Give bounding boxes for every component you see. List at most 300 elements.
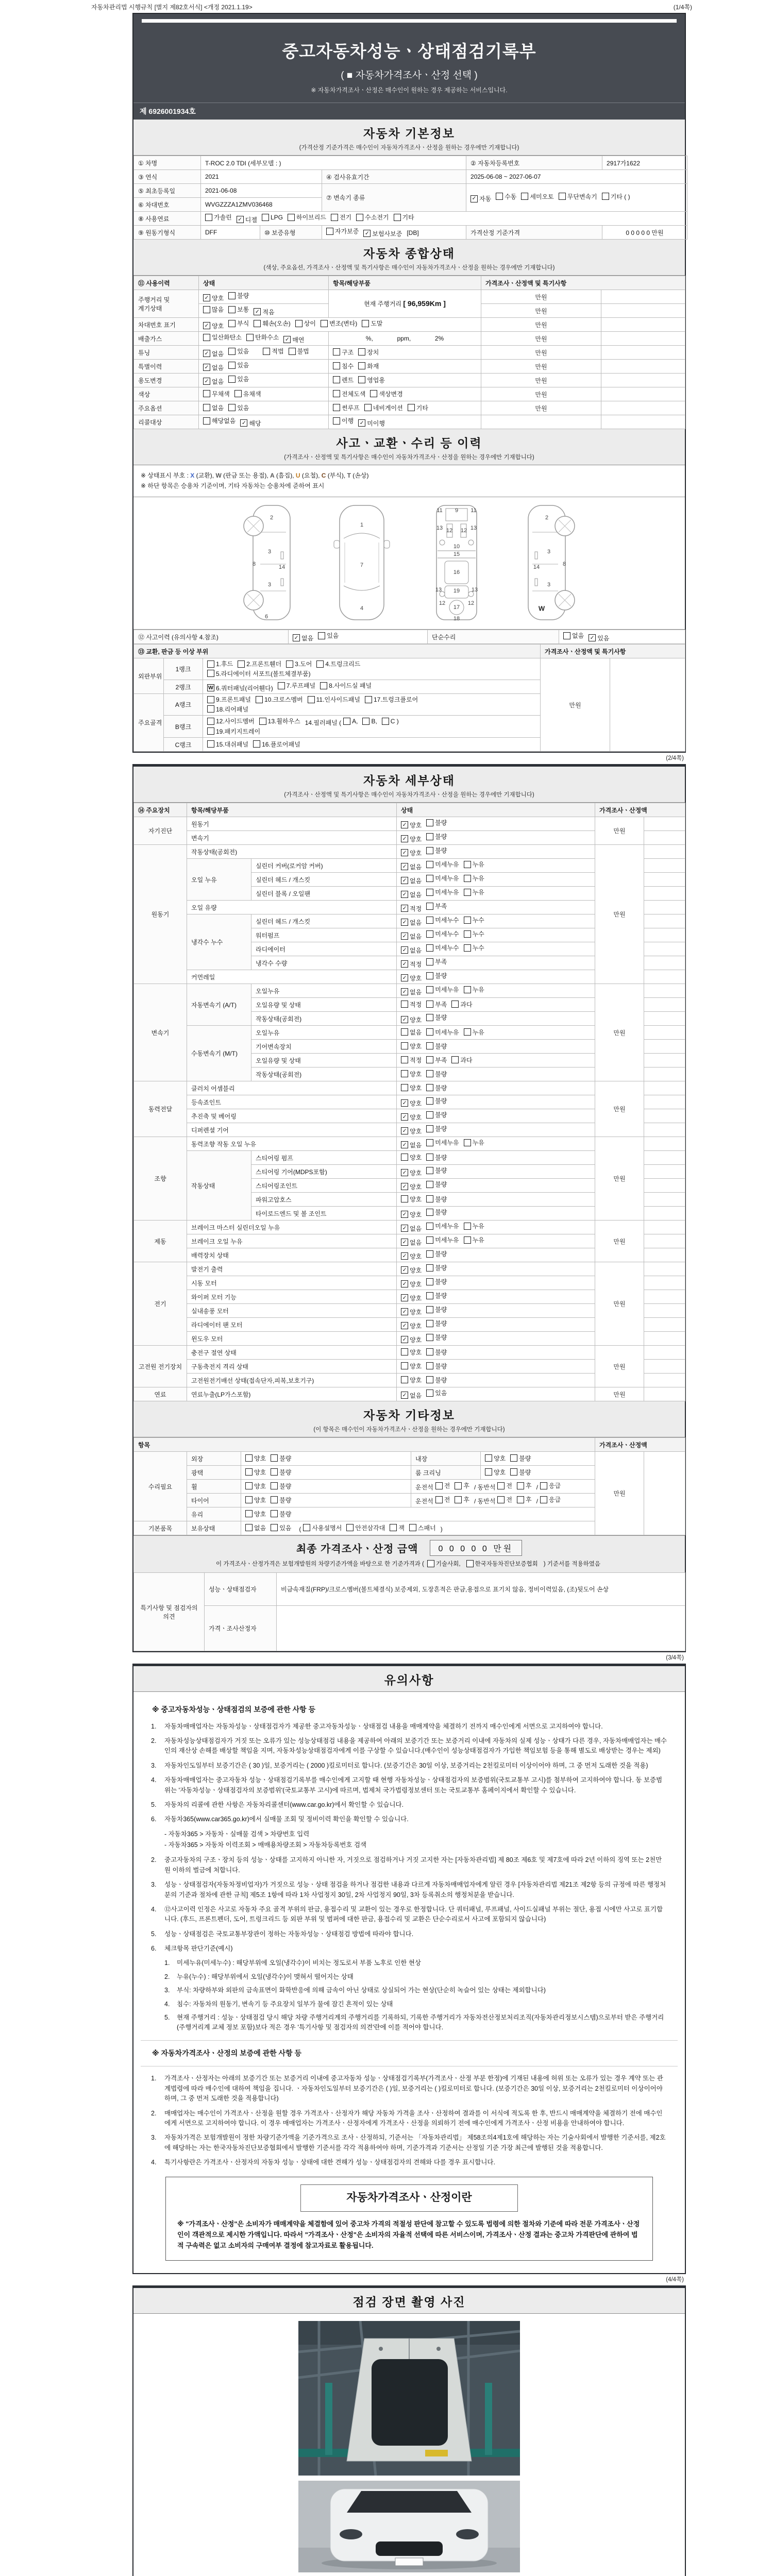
device-item-label: 스티어링 펌프 [251,1151,397,1165]
check-option: 전체도색 [333,389,365,398]
check-option: 불량 [271,1510,291,1518]
checkbox-unchecked [426,1056,433,1063]
device-item-label: 스티어링조인트 [251,1179,397,1193]
checkbox-unchecked [497,1496,505,1503]
notice-item [151,2133,667,2153]
checkbox-unchecked [286,660,293,668]
device-sub-label: 자동변속기 (A/T) [187,984,251,1026]
checkbox-unchecked [358,348,365,355]
note-cell [644,928,685,942]
check-option: 화재 [358,362,379,370]
etc-col-price: 가격조사ㆍ산정액 [595,1438,685,1452]
checkbox-unchecked [254,320,261,327]
check-option: ✓ 양호 [401,1099,422,1108]
device-group-label: 전기 [134,1262,187,1346]
notice-item-number: 2. [151,1856,157,1864]
device-item-label: 발전기 출력 [187,1262,397,1276]
checkbox-unchecked [259,718,266,725]
checkbox-unchecked [426,1264,433,1272]
emission-label: 배출가스 [134,332,199,346]
checkbox-unchecked [321,320,328,327]
checkbox-unchecked [464,1028,471,1036]
legend-prefix: ※ 상태표시 부호 : [141,472,191,479]
option-state [199,401,329,415]
check-option: 누유 [464,1235,484,1244]
color-state [199,387,329,401]
checkbox-checked: ✓ [363,230,371,237]
rank-line [207,740,536,750]
engine-type-value: DFF [201,226,260,240]
device-item-label: 와이퍼 모터 기능 [187,1290,397,1304]
checkbox-checked: ✓ [401,877,408,884]
checkbox-unchecked [262,214,269,221]
notice-item [151,1775,667,1795]
device-state [397,873,595,887]
check-option: 불량 [426,832,447,841]
check-option: 불량 [426,1291,447,1300]
panel-number: 13 [436,525,443,531]
panel-number: 3 [267,549,272,555]
check-option: 양호 [245,1496,266,1504]
check-option: 양호 [401,1042,422,1050]
checkbox-unchecked [203,417,210,425]
final-price-block [133,1535,685,1572]
device-state [397,831,595,845]
checkbox-unchecked [228,348,236,355]
note-cell [644,1221,685,1234]
panel-number: 13 [470,525,477,531]
panel-number: 2 [270,515,274,521]
check-option: 불량 [426,971,447,980]
checkbox-unchecked [401,1028,408,1036]
price-cell: 만원 [595,1262,644,1346]
notice-subitem-number: 3. [164,1987,170,1994]
legend-desc: (판금 또는 용접), [221,472,271,479]
checkbox-unchecked [426,819,433,826]
check-option: 13.휠하우스 [259,717,300,725]
price-appraisal-info-box [165,2177,653,2261]
base-price-label: 가격산정 기준가격 [466,226,602,240]
check-option: ✓ 없음 [203,349,224,358]
col-state: 상태 [199,276,329,290]
check-option: ✓ 양호 [401,1113,422,1122]
check-option: 사용설명서 [303,1523,342,1532]
note-cell [644,1262,685,1276]
note-cell [644,1248,685,1262]
price-cell: 만원 [595,845,644,984]
rank-line [207,717,536,727]
check-option: 있음 [271,1523,291,1532]
checkbox-unchecked [426,903,433,910]
checkbox-unchecked [401,1195,408,1202]
check-text: ) [440,1526,443,1533]
reg-no-label: ② 자동차등록번호 [466,156,602,170]
checkbox-unchecked [426,889,433,896]
notice-subline: - 자동차365 > 자동차 이력조회 > 매매용차량조회 > 자동차등록번호 검색 [164,1841,367,1849]
check-option: 썬루프 [333,403,360,412]
checkbox-unchecked [228,376,236,383]
device-state [397,1304,595,1318]
checkbox-checked: ✓ [401,1252,408,1260]
check-option: 응급 [540,1495,561,1504]
check-option: 적정 [401,1056,422,1064]
check-option: 누유 [464,1138,484,1147]
checkbox-unchecked [426,1125,433,1132]
device-item-label: 실린더 블록 / 오일팬 [251,887,397,901]
note-cell [644,1095,685,1109]
check-option: 후 [517,1481,532,1490]
device-item-label: 워터펌프 [251,928,397,942]
rank-line [207,669,536,679]
note-cell [644,1179,685,1193]
checkbox-unchecked [426,1389,433,1397]
notice-subitem [164,1999,667,2009]
checkbox-unchecked [540,1482,547,1489]
check-option: 10.크로스멤버 [256,695,303,704]
check-option: 불량 [426,1305,447,1314]
check-option: 누수 [464,943,484,952]
device-state [397,914,595,928]
check-option: 부족 [426,957,447,966]
rank-line [207,681,536,692]
checkbox-unchecked [207,740,214,748]
checkbox-checked: ✓ [293,634,300,641]
checkbox-checked: ✓ [470,195,478,202]
recall-label: 리콜대상 [134,415,199,429]
check-option: ✓ 해당 [240,419,261,428]
checkbox-unchecked [205,214,212,221]
checkbox-unchecked [464,1236,471,1244]
device-item-label: 스티어링 기어(MDPS포함) [251,1165,397,1179]
checkbox-unchecked [426,944,433,952]
checkbox-checked: ✓ [358,419,365,427]
device-state [397,1262,595,1276]
note-cell [644,1360,685,1374]
checkbox-checked: ✓ [401,1392,408,1399]
device-state [397,956,595,970]
check-text: 운전석 [415,1497,433,1505]
notice-item-number: 6. [151,1816,157,1823]
checkbox-unchecked [203,390,210,397]
check-option: B, [362,718,377,725]
check-option: ✓ 보험사보증 [363,229,402,238]
check-option: 네비게이션 [364,403,403,412]
price-cell: 만원 [595,1081,644,1137]
reg-no-value: 2917가1622 [602,156,687,170]
check-option: 스패너 [409,1523,436,1532]
legend-code-A: A [270,472,275,479]
check-option: ✓ 양호 [401,1182,422,1191]
device-state [397,1137,595,1151]
panel-number: 19 [453,588,460,594]
device-state [397,1374,595,1387]
checkbox-unchecked [401,1362,408,1369]
check-option: 있음 [318,631,339,640]
note-cell [644,970,685,984]
check-option: 많음 [203,305,224,314]
check-option: ✓ 없음 [401,890,422,899]
notice-item-text: 자동차매매업자는 자동차성능ㆍ상태점검자가 제공한 중고자동차성능ㆍ상태점검 내용을 매매계약을 체결하기 전까지 매수인에게 서면으로 고지하여야 합니다. [164,1722,603,1730]
checkbox-unchecked [320,682,327,689]
note-cell [644,817,685,831]
inspection-photos [133,2314,685,2576]
checkbox-unchecked [308,696,315,703]
check-option: 누유 [464,1028,484,1037]
overall-header [133,240,685,276]
check-option: 18.리어패널 [207,705,248,714]
check-option: ✓ 없음 [203,377,224,386]
panel-number: 8 [562,561,566,567]
check-option: ✓ 양호 [401,974,422,982]
check-option: 불량 [426,1263,447,1272]
checkbox-unchecked [390,1524,397,1531]
check-option: 누유 [464,860,484,869]
note-cell [644,956,685,970]
check-option: 부식 [228,319,249,328]
check-option: 유채색 [234,389,261,398]
color-type [329,387,481,401]
panel-number: 11 [470,507,477,514]
device-item-label: 윈도우 모터 [187,1332,397,1346]
device-item-label: 파워고압호스 [251,1193,397,1207]
price-cell: 만원 [481,304,601,318]
device-state [397,1387,595,1401]
check-option: 세미오토 [521,192,553,201]
checkbox-unchecked [238,660,245,668]
usechange-state [199,374,329,387]
notice-block1-title: ※ 중고자동차성능ㆍ상태점검의 보증에 관한 사항 등 [152,1705,316,1714]
check-option: 불량 [426,1376,447,1384]
checkbox-checked: ✓ [203,350,210,357]
checkbox-unchecked [426,1362,433,1369]
note-cell [601,304,685,318]
checkbox-unchecked [271,1510,278,1517]
check-option: 무단변속기 [559,192,597,201]
col-device: ⑭ 주요장치 [134,803,187,817]
checkbox-unchecked [426,917,433,924]
check-option: ✓ 양호 [401,1308,422,1316]
checkbox-unchecked [426,1334,433,1341]
device-group-label: 조향 [134,1137,187,1221]
legend-desc: (교환), [194,472,216,479]
checkbox-checked: ✓ [401,863,408,870]
device-item-label: 실내송풍 모터 [187,1304,397,1318]
device-item-label: 작동상태(공회전) [251,1067,397,1081]
device-state [397,1290,595,1304]
device-sub-label: 오일 누유 [187,859,251,901]
check-option: 적법 [263,347,283,355]
checkbox-unchecked [362,320,369,327]
special-notes-label: 특기사항 및 점검자의 의견 [134,1573,205,1651]
device-item-label: 실린더 커버(로커암 커버) [251,859,397,873]
check-option: ✓ 미이행 [358,419,385,428]
panel-number: 11 [436,507,443,514]
check-option: ✓ 양호 [401,1127,422,1136]
checkbox-unchecked [394,214,401,221]
device-state [397,1332,595,1346]
first-reg-value: 2021-06-08 [201,184,322,198]
device-state [397,1012,595,1026]
checkbox-unchecked [426,1167,433,1174]
accident-history-label: ⑫ 사고이력 (유의사항 4.참조) [134,630,289,644]
checkbox-unchecked [426,1014,433,1021]
check-option: ✓ 양호 [203,294,224,302]
checkbox-unchecked [203,404,210,411]
checkbox-unchecked [253,740,260,748]
check-option: ✓ 양호 [401,1168,422,1177]
check-option: 미세누유 [426,1028,459,1037]
device-item-label: 기어변속장치 [251,1040,397,1054]
check-option: 불량 [510,1468,531,1477]
checkbox-checked: ✓ [401,1141,408,1148]
device-state [397,845,595,859]
rankB-items [203,716,541,738]
checkbox-unchecked [234,390,242,397]
car-diagram-underbody [423,502,490,623]
checkbox-unchecked [426,1209,433,1216]
device-item-label: 시동 모터 [187,1276,397,1290]
check-option: ✓ 양호 [401,835,422,843]
check-option: 가솔린 [205,213,232,222]
notice-item-number: 4. [151,1905,157,1913]
panel-number: 12 [460,528,467,534]
rank-line [207,705,536,715]
polish-state [241,1466,411,1480]
exchange-panel-table [133,644,685,752]
device-state [397,984,595,998]
checkbox-unchecked [517,1496,524,1503]
check-option: ✓ 적정 [401,960,422,969]
check-option: 불량 [271,1468,291,1477]
check-option: 16.플로어패널 [253,740,300,749]
checkbox-unchecked [207,660,214,668]
device-state [397,1026,595,1040]
check-option: 미세누수 [426,943,459,952]
checkbox-unchecked [401,1348,408,1355]
device-group-label: 동력전달 [134,1081,187,1137]
overall-subtitle: (색상, 주요옵션, 가격조사ㆍ산정액 및 특기사항은 매수인이 자동차가격조사ㆍ산정을 원하는 경우에만 기재합니다) [263,265,555,271]
emission-values: %, ppm, 2% [329,332,481,346]
check-option: 누유 [464,874,484,883]
notice-item [151,1944,667,1954]
check-option: 기타 [408,403,428,412]
panel-number: 3 [547,549,551,555]
note-cell [644,1387,685,1401]
checkbox-unchecked [426,875,433,882]
checkbox-unchecked [401,1084,408,1091]
appraiser-comment [277,1606,685,1651]
check-option: 미세누유 [426,985,459,994]
document-number: 제 6926001934호 [133,103,685,120]
notice-item-text: 가격조사ㆍ산정자는 아래의 보증기간 또는 보증거리 이내에 중고자동차 성능ㆍ상태점검기록부(가격조사ㆍ산정 부분 한정)에 기재된 내용에 허위 또는 오류가 있는 경우 계약 또는 관계법령에 따라 매수인에 대하여 책임을 집니다. ㆍ자동차인도일부터 보증기간은 ( )일, 보증거리는 ( )킬로미터로 합니다. (보증기간은 30일 이상, 보증거리는 2천킬로미터 이상이어야 하며, 그 중 먼저 도래한 것을 적용합니다) [164,2075,663,2103]
check-option: 불량 [271,1496,291,1504]
checkbox-unchecked [464,1139,471,1146]
note-cell [644,1109,685,1123]
checkbox-unchecked [207,696,214,703]
checkbox-unchecked [559,193,566,200]
notice-item-text: 자동차365(www.car365.go.kr)에서 실매물 조회 및 정비이력 확인을 확인할 수 있습니다. [164,1816,409,1823]
damage-mark-w: W [538,604,545,613]
device-item-label: 오일누유 [251,1026,397,1040]
check-option: 11.인사이드패널 [308,695,360,704]
state-code-legend [133,465,685,497]
check-option: 3.도어 [286,659,312,668]
exchange-price-header: 가격조사ㆍ산정액 및 특기사항 [541,645,685,658]
check-option: ✓ 양호 [401,1335,422,1344]
checkbox-unchecked [426,1236,433,1244]
legend-code-U: U [295,472,300,479]
legend-desc: (부식), [326,472,347,479]
detail-state-table [133,803,685,1401]
checkbox-checked: ✓ [401,946,408,954]
panel-number: 7 [360,562,364,568]
check-option: 안전삼각대 [346,1523,385,1532]
device-state [397,1067,595,1081]
check-option: A, [343,718,358,725]
checkbox-unchecked [464,889,471,896]
checkbox-unchecked [245,1468,253,1476]
overall-title: 자동차 종합상태 [363,247,455,260]
checkbox-unchecked [333,362,340,369]
vin-mark-state [199,318,481,332]
notice-subline: - 자동차365 > 자동차ㆍ실매물 검색 > 차량번호 입력 [164,1830,310,1838]
device-state [397,1207,595,1221]
checkbox-unchecked [426,1111,433,1118]
header-stripe [142,19,677,23]
price-cell: 만원 [481,290,601,304]
legend-code-T: T [347,472,351,479]
check-option: ✓ 양호 [401,849,422,857]
notice-subitem-text: 미세누유(미세누수) : 해당부위에 오일(냉각수)이 비치는 정도로서 부품 노후로 인한 현상 [177,1959,422,1967]
device-state [397,970,595,984]
service-note: ※ 자동차가격조사ㆍ산정은 매수인이 원하는 경우 제공하는 서비스입니다. [311,87,508,94]
check-option: ✓ 없음 [401,1238,422,1247]
device-item-label: 충전구 절연 상태 [187,1346,397,1360]
note-cell [644,873,685,887]
etc-title: 자동차 기타정보 [363,1409,455,1422]
note-cell [644,1318,685,1332]
col-items: 항목/해당부품 [329,276,481,290]
panel-number: 17 [453,604,460,611]
checkbox-unchecked [362,718,369,725]
check-option: 적정 [401,1000,422,1009]
check-option: ✓ 양호 [401,1294,422,1302]
check-option: ✓ 양호 [203,321,224,330]
checkbox-unchecked [497,1482,505,1489]
checkbox-unchecked [333,390,340,397]
final-price-label: 최종 가격조사ㆍ산정 금액 [296,1544,418,1555]
check-option: ✓ 없음 [401,932,422,941]
rankC-label: C랭크 [164,738,203,752]
check-option: ✓ 없음 [401,988,422,996]
page-2-section [132,764,686,1652]
notice-item-text: 자동차가격은 보험개발원이 정한 차량기준가액을 기준가격으로 조사ㆍ산정하되, 기준서는 「자동차관리법」 제58조의4제1호에 해당하는 자는 기술사회에서 발행한 기준서를, 제2호에 해당하는 자는 한국자동차진단보증협회에서 발행한 기준서를 각각 적용하여야 하며, 기준가격과 기준서는 산정일 기준 가장 최근에 발행된 것을 적용합니다. [164,2134,666,2151]
checkbox-checked: ✓ [401,891,408,898]
price-cell: 만원 [481,346,601,360]
checkbox-checked: ✓ [401,1280,408,1287]
wheel-state [241,1480,411,1494]
check-text: 14.필러패널 ( [305,719,342,726]
legend-code-C: C [321,472,326,479]
room-cleaning-label: 룸 크리닝 [411,1466,481,1480]
checkbox-checked: ✓ [401,1169,408,1176]
notice-item-number: 6. [151,1945,157,1953]
checkbox-unchecked [333,404,340,411]
tire-state [241,1494,411,1507]
check-option: 4.트렁크리드 [316,659,360,668]
check-option: 과다 [451,1000,472,1009]
repair-group-label: 수리필요 [134,1452,187,1521]
